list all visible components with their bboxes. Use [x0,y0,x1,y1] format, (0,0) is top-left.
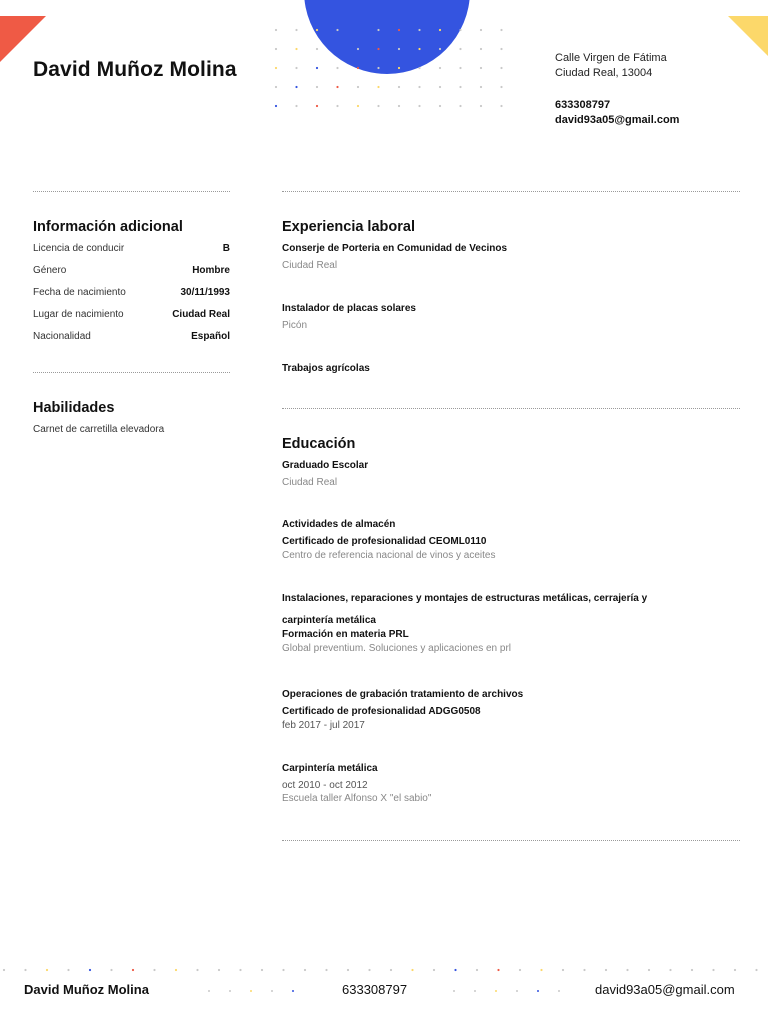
decorative-dot [418,48,420,50]
decorative-dot [295,86,297,88]
decorative-dot [229,990,231,992]
decorative-dot [418,29,420,31]
decorative-dot [153,969,155,971]
footer-name: David Muñoz Molina [24,982,149,997]
decorative-dot [459,105,461,107]
decorative-dot [250,990,252,992]
decorative-dot [474,990,476,992]
decorative-dot [497,969,499,971]
decorative-dot [275,86,277,88]
divider [282,191,740,192]
decorative-dot [648,969,650,971]
section-title: Habilidades [33,400,115,416]
decorative-dot [304,969,306,971]
education-certificate: Formación en materia PRL [282,629,409,640]
decorative-dot [377,67,379,69]
decorative-dot [583,969,585,971]
decorative-dot [357,105,359,107]
decorative-dot [605,969,607,971]
decorative-dot [476,969,478,971]
info-label: Fecha de nacimiento [33,287,126,298]
education-title: Carpintería metálica [282,763,378,774]
decorative-dot [295,48,297,50]
decorative-dot [271,990,273,992]
decorative-dot [24,969,26,971]
footer-dot-pattern [450,989,565,993]
decorative-dot [110,969,112,971]
education-place: Centro de referencia nacional de vinos y aceites [282,550,496,561]
decorative-dot [439,105,441,107]
decorative-dot [336,67,338,69]
decorative-dot [275,48,277,50]
education-item [282,460,740,519]
education-section [282,436,740,804]
decorative-dot [292,990,294,992]
decorative-dot [500,105,502,107]
info-row [33,243,230,265]
decorative-dot [336,48,338,50]
experience-item [282,363,740,374]
job-place: Picón [282,320,308,331]
job-title: Conserje de Porteria en Comunidad de Vecinos [282,243,508,254]
education-title: Graduado Escolar [282,460,369,471]
address-line-1: Calle Virgen de Fátima [555,52,667,64]
decorative-dot [175,969,177,971]
decorative-dot [439,67,441,69]
decorative-dot [3,969,5,971]
education-place: Global preventium. Soluciones y aplicaciones en prl [282,643,512,654]
decorative-dot [208,990,210,992]
decorative-dot [316,67,318,69]
decorative-dot [418,105,420,107]
experience-section [282,219,740,374]
footer-email: david93a05@gmail.com [595,982,735,997]
info-row [33,309,230,331]
education-item [282,763,740,804]
decorative-dot [439,48,441,50]
skills-section [33,400,230,435]
education-item [282,519,740,593]
decorative-dot [537,990,539,992]
info-row [33,287,230,309]
footer-dot-pattern [0,966,768,974]
decorative-dot [691,969,693,971]
decorative-dot [46,969,48,971]
info-label: Licencia de conducir [33,243,125,254]
corner-triangle-red [0,16,46,62]
decorative-dot [540,969,542,971]
education-item [282,593,740,689]
decorative-dot [295,67,297,69]
decorative-dot [398,29,400,31]
decorative-dot [357,48,359,50]
divider [33,372,230,373]
decorative-dot [433,969,435,971]
job-title: Instalador de placas solares [282,303,416,314]
decorative-dot [439,29,441,31]
education-item [282,689,740,763]
decorative-dot [454,969,456,971]
divider [282,408,740,409]
decorative-dot [398,48,400,50]
info-value: Ciudad Real [172,309,230,320]
address-line-2: Ciudad Real, 13004 [555,67,653,79]
candidate-name: David Muñoz Molina [33,58,237,81]
decorative-dot [132,969,134,971]
decorative-dot [261,969,263,971]
decorative-dot [336,29,338,31]
section-title: Experiencia laboral [282,219,415,235]
decorative-dot [500,86,502,88]
decorative-dot [336,105,338,107]
experience-item [282,303,740,363]
decorative-dot [89,969,91,971]
decorative-dot [377,29,379,31]
section-title: Información adicional [33,219,183,235]
info-label: Lugar de nacimiento [33,309,124,320]
decorative-dot [239,969,241,971]
section-title: Educación [282,436,356,452]
education-title: Instalaciones, reparaciones y montajes de estructuras metálicas, cerrajería y [282,593,648,604]
decorative-dot [734,969,736,971]
decorative-dot [295,29,297,31]
decorative-dot [398,105,400,107]
decorative-dot [712,969,714,971]
decorative-dot [275,29,277,31]
email-address: david93a05@gmail.com [555,114,680,126]
decorative-dot [459,29,461,31]
info-label: Género [33,265,67,276]
decorative-dot [357,29,359,31]
decorative-dot [418,86,420,88]
decorative-dot [316,86,318,88]
decorative-dot [669,969,671,971]
education-dates: oct 2010 - oct 2012 [282,780,368,791]
info-value: Hombre [192,265,230,276]
decorative-dot [377,48,379,50]
decorative-dot [218,969,220,971]
decorative-dot [398,86,400,88]
phone-number: 633308797 [555,99,611,111]
decorative-dot [500,48,502,50]
info-label: Nacionalidad [33,331,91,342]
decorative-dot [377,105,379,107]
decorative-dot [390,969,392,971]
decorative-dot [411,969,413,971]
divider [282,840,740,841]
decorative-dot [480,86,482,88]
education-title: Actividades de almacén [282,519,396,530]
decorative-dot [275,105,277,107]
decorative-dot [459,67,461,69]
decorative-dot [295,105,297,107]
experience-item [282,243,740,303]
corner-triangle-yellow [728,16,768,56]
decorative-dot [562,969,564,971]
decorative-dot [336,86,338,88]
contact-block [555,51,679,128]
decorative-dot [626,969,628,971]
decorative-dot [459,48,461,50]
decorative-dot [316,48,318,50]
footer-dot-pattern [205,989,300,993]
divider [33,191,230,192]
decorative-dot [453,990,455,992]
decorative-dot [495,990,497,992]
decorative-dot [377,86,379,88]
decorative-dot [500,29,502,31]
info-value: 30/11/1993 [180,287,230,298]
decorative-dot [755,969,757,971]
info-row [33,265,230,287]
decorative-dot [480,67,482,69]
footer-phone: 633308797 [342,982,408,997]
decorative-dot [418,67,420,69]
decorative-dot [316,29,318,31]
decorative-dot [368,969,370,971]
decorative-dot [439,86,441,88]
skill-item: Carnet de carretilla elevadora [33,424,165,435]
dot-pattern-decoration [270,26,510,112]
info-value: Español [191,331,230,342]
decorative-dot [316,105,318,107]
additional-info-section [33,219,230,353]
education-certificate: Certificado de profesionalidad ADGG0508 [282,706,481,717]
decorative-dot [196,969,198,971]
decorative-dot [500,67,502,69]
decorative-dot [480,105,482,107]
decorative-dot [516,990,518,992]
info-row [33,331,230,353]
info-value: B [222,243,230,254]
decorative-dot [357,86,359,88]
decorative-dot [480,29,482,31]
decorative-dot [347,969,349,971]
decorative-dot [480,48,482,50]
decorative-dot [519,969,521,971]
education-place: Ciudad Real [282,477,338,488]
job-title: Trabajos agrícolas [282,363,370,374]
decorative-dot [275,67,277,69]
decorative-dot [67,969,69,971]
education-certificate: Certificado de profesionalidad CEOML0110 [282,536,487,547]
job-place: Ciudad Real [282,260,338,271]
decorative-dot [558,990,560,992]
education-title: Operaciones de grabación tratamiento de archivos [282,689,524,700]
decorative-dot [398,67,400,69]
decorative-dot [325,969,327,971]
decorative-dot [357,67,359,69]
decorative-dot [282,969,284,971]
education-title-continued: carpintería metálica [282,615,376,626]
decorative-dot [459,86,461,88]
education-dates: feb 2017 - jul 2017 [282,720,365,731]
education-place: Escuela taller Alfonso X "el sabio" [282,793,432,804]
